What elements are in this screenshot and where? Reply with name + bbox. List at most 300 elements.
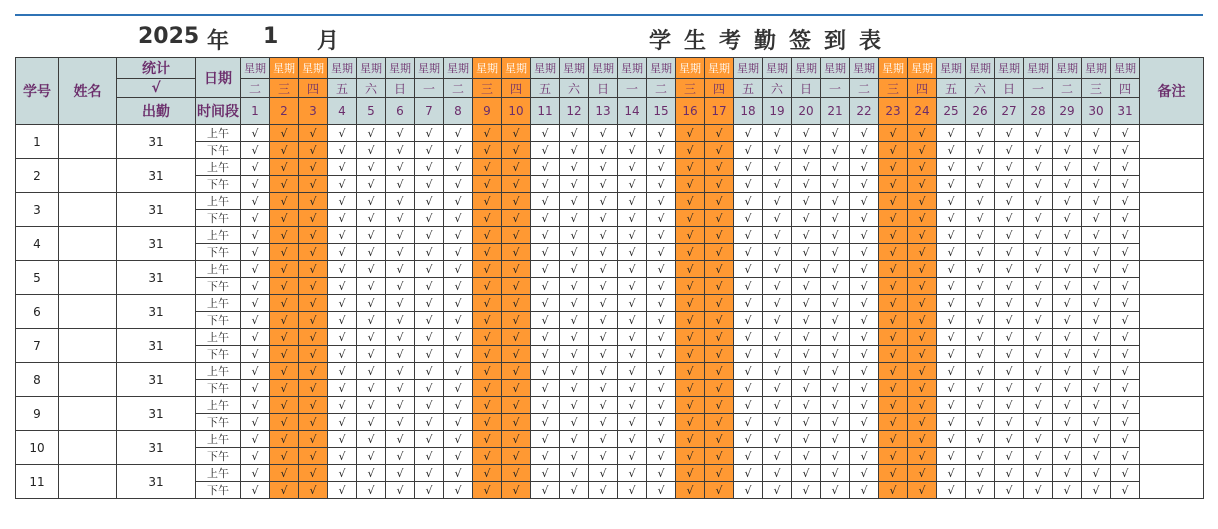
check-cell[interactable]: √ <box>502 193 531 210</box>
remark-cell[interactable] <box>1140 465 1204 499</box>
check-cell[interactable]: √ <box>444 142 473 159</box>
check-cell[interactable]: √ <box>676 210 705 227</box>
check-cell[interactable]: √ <box>1082 397 1111 414</box>
check-cell[interactable]: √ <box>415 244 444 261</box>
check-cell[interactable]: √ <box>473 346 502 363</box>
check-cell[interactable]: √ <box>299 278 328 295</box>
check-cell[interactable]: √ <box>647 312 676 329</box>
check-cell[interactable]: √ <box>908 448 937 465</box>
check-cell[interactable]: √ <box>1053 159 1082 176</box>
check-cell[interactable]: √ <box>589 278 618 295</box>
check-cell[interactable]: √ <box>763 414 792 431</box>
check-cell[interactable]: √ <box>995 329 1024 346</box>
check-cell[interactable]: √ <box>328 210 357 227</box>
check-cell[interactable]: √ <box>415 261 444 278</box>
check-cell[interactable]: √ <box>357 465 386 482</box>
check-cell[interactable]: √ <box>908 176 937 193</box>
check-cell[interactable]: √ <box>1082 448 1111 465</box>
check-cell[interactable]: √ <box>763 346 792 363</box>
check-cell[interactable]: √ <box>386 295 415 312</box>
check-cell[interactable]: √ <box>1111 312 1140 329</box>
check-cell[interactable]: √ <box>618 142 647 159</box>
check-cell[interactable]: √ <box>386 142 415 159</box>
check-cell[interactable]: √ <box>299 244 328 261</box>
check-cell[interactable]: √ <box>473 482 502 499</box>
check-cell[interactable]: √ <box>995 346 1024 363</box>
check-cell[interactable]: √ <box>908 482 937 499</box>
check-cell[interactable]: √ <box>444 448 473 465</box>
check-cell[interactable]: √ <box>618 380 647 397</box>
check-cell[interactable]: √ <box>879 176 908 193</box>
check-cell[interactable]: √ <box>937 448 966 465</box>
check-cell[interactable]: √ <box>705 414 734 431</box>
check-cell[interactable]: √ <box>618 329 647 346</box>
check-cell[interactable]: √ <box>821 346 850 363</box>
check-cell[interactable]: √ <box>705 448 734 465</box>
check-cell[interactable]: √ <box>444 363 473 380</box>
check-cell[interactable]: √ <box>241 295 270 312</box>
check-cell[interactable]: √ <box>850 414 879 431</box>
check-cell[interactable]: √ <box>415 142 444 159</box>
check-cell[interactable]: √ <box>531 397 560 414</box>
check-cell[interactable]: √ <box>328 414 357 431</box>
check-cell[interactable]: √ <box>415 465 444 482</box>
check-cell[interactable]: √ <box>734 295 763 312</box>
check-cell[interactable]: √ <box>647 482 676 499</box>
check-cell[interactable]: √ <box>618 346 647 363</box>
check-cell[interactable]: √ <box>1024 176 1053 193</box>
check-cell[interactable]: √ <box>734 414 763 431</box>
check-cell[interactable]: √ <box>560 346 589 363</box>
check-cell[interactable]: √ <box>908 295 937 312</box>
check-cell[interactable]: √ <box>618 193 647 210</box>
check-cell[interactable]: √ <box>1053 346 1082 363</box>
check-cell[interactable]: √ <box>821 363 850 380</box>
check-cell[interactable]: √ <box>966 465 995 482</box>
check-cell[interactable]: √ <box>1024 261 1053 278</box>
check-cell[interactable]: √ <box>1024 193 1053 210</box>
check-cell[interactable]: √ <box>850 261 879 278</box>
check-cell[interactable]: √ <box>647 159 676 176</box>
check-cell[interactable]: √ <box>792 176 821 193</box>
check-cell[interactable]: √ <box>879 227 908 244</box>
check-cell[interactable]: √ <box>763 227 792 244</box>
check-cell[interactable]: √ <box>444 244 473 261</box>
check-cell[interactable]: √ <box>1111 448 1140 465</box>
check-cell[interactable]: √ <box>357 278 386 295</box>
check-cell[interactable]: √ <box>473 278 502 295</box>
check-cell[interactable]: √ <box>966 448 995 465</box>
check-cell[interactable]: √ <box>705 312 734 329</box>
check-cell[interactable]: √ <box>1082 414 1111 431</box>
check-cell[interactable]: √ <box>879 261 908 278</box>
check-cell[interactable]: √ <box>705 125 734 142</box>
check-cell[interactable]: √ <box>908 193 937 210</box>
check-cell[interactable]: √ <box>1024 295 1053 312</box>
check-cell[interactable]: √ <box>531 159 560 176</box>
check-cell[interactable]: √ <box>850 193 879 210</box>
check-cell[interactable]: √ <box>1111 193 1140 210</box>
check-cell[interactable]: √ <box>879 125 908 142</box>
check-cell[interactable]: √ <box>937 431 966 448</box>
check-cell[interactable]: √ <box>966 142 995 159</box>
check-cell[interactable]: √ <box>792 312 821 329</box>
check-cell[interactable]: √ <box>270 244 299 261</box>
check-cell[interactable]: √ <box>270 448 299 465</box>
check-cell[interactable]: √ <box>444 380 473 397</box>
check-cell[interactable]: √ <box>618 397 647 414</box>
check-cell[interactable]: √ <box>618 159 647 176</box>
check-cell[interactable]: √ <box>1024 465 1053 482</box>
check-cell[interactable]: √ <box>937 295 966 312</box>
check-cell[interactable]: √ <box>357 312 386 329</box>
check-cell[interactable]: √ <box>966 346 995 363</box>
check-cell[interactable]: √ <box>1111 363 1140 380</box>
check-cell[interactable]: √ <box>328 397 357 414</box>
check-cell[interactable]: √ <box>937 210 966 227</box>
check-cell[interactable]: √ <box>1053 125 1082 142</box>
check-cell[interactable]: √ <box>879 210 908 227</box>
check-cell[interactable]: √ <box>502 363 531 380</box>
check-cell[interactable]: √ <box>676 363 705 380</box>
check-cell[interactable]: √ <box>415 482 444 499</box>
check-cell[interactable]: √ <box>415 125 444 142</box>
check-cell[interactable]: √ <box>995 193 1024 210</box>
check-cell[interactable]: √ <box>850 448 879 465</box>
check-cell[interactable]: √ <box>444 346 473 363</box>
check-cell[interactable]: √ <box>705 397 734 414</box>
check-cell[interactable]: √ <box>241 142 270 159</box>
check-cell[interactable]: √ <box>966 329 995 346</box>
check-cell[interactable]: √ <box>792 397 821 414</box>
check-cell[interactable]: √ <box>1024 397 1053 414</box>
check-cell[interactable]: √ <box>734 448 763 465</box>
check-cell[interactable]: √ <box>473 312 502 329</box>
check-cell[interactable]: √ <box>995 363 1024 380</box>
check-cell[interactable]: √ <box>531 125 560 142</box>
check-cell[interactable]: √ <box>676 193 705 210</box>
check-cell[interactable]: √ <box>328 176 357 193</box>
check-cell[interactable]: √ <box>966 380 995 397</box>
check-cell[interactable]: √ <box>328 346 357 363</box>
check-cell[interactable]: √ <box>850 431 879 448</box>
check-cell[interactable]: √ <box>1024 346 1053 363</box>
check-cell[interactable]: √ <box>966 159 995 176</box>
check-cell[interactable]: √ <box>299 210 328 227</box>
check-cell[interactable]: √ <box>1053 397 1082 414</box>
check-cell[interactable]: √ <box>299 380 328 397</box>
check-cell[interactable]: √ <box>850 363 879 380</box>
check-cell[interactable]: √ <box>444 125 473 142</box>
check-cell[interactable]: √ <box>937 159 966 176</box>
check-cell[interactable]: √ <box>357 414 386 431</box>
check-cell[interactable]: √ <box>995 380 1024 397</box>
check-cell[interactable]: √ <box>647 397 676 414</box>
check-cell[interactable]: √ <box>850 329 879 346</box>
check-cell[interactable]: √ <box>676 448 705 465</box>
check-cell[interactable]: √ <box>937 278 966 295</box>
check-cell[interactable]: √ <box>618 465 647 482</box>
check-cell[interactable]: √ <box>850 278 879 295</box>
check-cell[interactable]: √ <box>386 210 415 227</box>
check-cell[interactable]: √ <box>502 210 531 227</box>
check-cell[interactable]: √ <box>299 261 328 278</box>
check-cell[interactable]: √ <box>589 329 618 346</box>
check-cell[interactable]: √ <box>618 482 647 499</box>
check-cell[interactable]: √ <box>1024 448 1053 465</box>
check-cell[interactable]: √ <box>879 431 908 448</box>
check-cell[interactable]: √ <box>1082 295 1111 312</box>
check-cell[interactable]: √ <box>560 142 589 159</box>
check-cell[interactable]: √ <box>676 482 705 499</box>
check-cell[interactable]: √ <box>995 295 1024 312</box>
check-cell[interactable]: √ <box>589 159 618 176</box>
check-cell[interactable]: √ <box>908 210 937 227</box>
student-name-cell[interactable] <box>59 397 117 431</box>
check-cell[interactable]: √ <box>386 329 415 346</box>
check-cell[interactable]: √ <box>734 227 763 244</box>
check-cell[interactable]: √ <box>792 210 821 227</box>
check-cell[interactable]: √ <box>995 482 1024 499</box>
check-cell[interactable]: √ <box>299 193 328 210</box>
check-cell[interactable]: √ <box>850 295 879 312</box>
check-cell[interactable]: √ <box>589 244 618 261</box>
check-cell[interactable]: √ <box>473 193 502 210</box>
check-cell[interactable]: √ <box>966 482 995 499</box>
check-cell[interactable]: √ <box>560 465 589 482</box>
check-cell[interactable]: √ <box>647 142 676 159</box>
remark-cell[interactable] <box>1140 227 1204 261</box>
check-cell[interactable]: √ <box>966 125 995 142</box>
check-cell[interactable]: √ <box>734 431 763 448</box>
check-cell[interactable]: √ <box>1024 363 1053 380</box>
check-cell[interactable]: √ <box>299 448 328 465</box>
check-cell[interactable]: √ <box>357 142 386 159</box>
check-cell[interactable]: √ <box>908 278 937 295</box>
check-cell[interactable]: √ <box>328 448 357 465</box>
check-cell[interactable]: √ <box>937 261 966 278</box>
check-cell[interactable]: √ <box>531 210 560 227</box>
check-cell[interactable]: √ <box>821 448 850 465</box>
check-cell[interactable]: √ <box>763 312 792 329</box>
check-cell[interactable]: √ <box>357 346 386 363</box>
check-cell[interactable]: √ <box>1082 176 1111 193</box>
check-cell[interactable]: √ <box>328 193 357 210</box>
remark-cell[interactable] <box>1140 125 1204 159</box>
check-cell[interactable]: √ <box>415 414 444 431</box>
check-cell[interactable]: √ <box>908 227 937 244</box>
check-cell[interactable]: √ <box>734 210 763 227</box>
check-cell[interactable]: √ <box>995 125 1024 142</box>
check-cell[interactable]: √ <box>850 482 879 499</box>
check-cell[interactable]: √ <box>473 465 502 482</box>
check-cell[interactable]: √ <box>821 159 850 176</box>
check-cell[interactable]: √ <box>618 278 647 295</box>
check-cell[interactable]: √ <box>879 346 908 363</box>
check-cell[interactable]: √ <box>937 329 966 346</box>
check-cell[interactable]: √ <box>734 346 763 363</box>
check-cell[interactable]: √ <box>763 176 792 193</box>
check-cell[interactable]: √ <box>879 448 908 465</box>
check-cell[interactable]: √ <box>386 465 415 482</box>
check-cell[interactable]: √ <box>1111 278 1140 295</box>
remark-cell[interactable] <box>1140 397 1204 431</box>
check-cell[interactable]: √ <box>618 210 647 227</box>
check-cell[interactable]: √ <box>1024 329 1053 346</box>
check-cell[interactable]: √ <box>386 414 415 431</box>
check-cell[interactable]: √ <box>792 159 821 176</box>
check-cell[interactable]: √ <box>676 414 705 431</box>
student-name-cell[interactable] <box>59 363 117 397</box>
check-cell[interactable]: √ <box>241 414 270 431</box>
check-cell[interactable]: √ <box>531 363 560 380</box>
check-cell[interactable]: √ <box>444 193 473 210</box>
check-cell[interactable]: √ <box>1111 431 1140 448</box>
check-cell[interactable]: √ <box>415 176 444 193</box>
check-cell[interactable]: √ <box>995 312 1024 329</box>
check-cell[interactable]: √ <box>618 431 647 448</box>
check-cell[interactable]: √ <box>966 261 995 278</box>
check-cell[interactable]: √ <box>908 261 937 278</box>
check-cell[interactable]: √ <box>821 329 850 346</box>
check-cell[interactable]: √ <box>444 227 473 244</box>
check-cell[interactable]: √ <box>792 414 821 431</box>
check-cell[interactable]: √ <box>792 193 821 210</box>
remark-cell[interactable] <box>1140 431 1204 465</box>
check-cell[interactable]: √ <box>821 465 850 482</box>
check-cell[interactable]: √ <box>850 397 879 414</box>
check-cell[interactable]: √ <box>386 380 415 397</box>
check-cell[interactable]: √ <box>676 176 705 193</box>
check-cell[interactable]: √ <box>415 295 444 312</box>
check-cell[interactable]: √ <box>1082 159 1111 176</box>
check-cell[interactable]: √ <box>1024 414 1053 431</box>
check-cell[interactable]: √ <box>821 397 850 414</box>
check-cell[interactable]: √ <box>589 125 618 142</box>
check-cell[interactable]: √ <box>705 329 734 346</box>
check-cell[interactable]: √ <box>821 295 850 312</box>
check-cell[interactable]: √ <box>850 159 879 176</box>
check-cell[interactable]: √ <box>328 431 357 448</box>
check-cell[interactable]: √ <box>966 363 995 380</box>
check-cell[interactable]: √ <box>502 482 531 499</box>
check-cell[interactable]: √ <box>618 261 647 278</box>
check-cell[interactable]: √ <box>299 142 328 159</box>
check-cell[interactable]: √ <box>299 227 328 244</box>
check-cell[interactable]: √ <box>386 397 415 414</box>
check-cell[interactable]: √ <box>618 227 647 244</box>
check-cell[interactable]: √ <box>241 227 270 244</box>
check-cell[interactable]: √ <box>676 312 705 329</box>
check-cell[interactable]: √ <box>1111 142 1140 159</box>
check-cell[interactable]: √ <box>560 125 589 142</box>
check-cell[interactable]: √ <box>937 176 966 193</box>
check-cell[interactable]: √ <box>734 125 763 142</box>
check-cell[interactable]: √ <box>763 142 792 159</box>
check-cell[interactable]: √ <box>1053 227 1082 244</box>
check-cell[interactable]: √ <box>1053 142 1082 159</box>
check-cell[interactable]: √ <box>241 363 270 380</box>
check-cell[interactable]: √ <box>676 244 705 261</box>
check-cell[interactable]: √ <box>473 397 502 414</box>
check-cell[interactable]: √ <box>821 142 850 159</box>
check-cell[interactable]: √ <box>995 431 1024 448</box>
check-cell[interactable]: √ <box>502 312 531 329</box>
check-cell[interactable]: √ <box>531 227 560 244</box>
check-cell[interactable]: √ <box>560 414 589 431</box>
check-cell[interactable]: √ <box>850 244 879 261</box>
check-cell[interactable]: √ <box>792 465 821 482</box>
check-cell[interactable]: √ <box>415 431 444 448</box>
check-cell[interactable]: √ <box>879 295 908 312</box>
check-cell[interactable]: √ <box>270 465 299 482</box>
check-cell[interactable]: √ <box>618 295 647 312</box>
check-cell[interactable]: √ <box>502 261 531 278</box>
check-cell[interactable]: √ <box>270 312 299 329</box>
check-cell[interactable]: √ <box>270 176 299 193</box>
check-cell[interactable]: √ <box>1082 278 1111 295</box>
check-cell[interactable]: √ <box>995 465 1024 482</box>
check-cell[interactable]: √ <box>618 125 647 142</box>
student-name-cell[interactable] <box>59 329 117 363</box>
check-cell[interactable]: √ <box>415 397 444 414</box>
check-cell[interactable]: √ <box>531 261 560 278</box>
student-name-cell[interactable] <box>59 261 117 295</box>
check-cell[interactable]: √ <box>502 295 531 312</box>
check-cell[interactable]: √ <box>821 278 850 295</box>
check-cell[interactable]: √ <box>415 329 444 346</box>
check-cell[interactable]: √ <box>821 227 850 244</box>
check-cell[interactable]: √ <box>966 295 995 312</box>
check-cell[interactable]: √ <box>763 210 792 227</box>
check-cell[interactable]: √ <box>299 465 328 482</box>
check-cell[interactable]: √ <box>966 244 995 261</box>
check-cell[interactable]: √ <box>1024 431 1053 448</box>
check-cell[interactable]: √ <box>734 193 763 210</box>
check-cell[interactable]: √ <box>705 142 734 159</box>
check-cell[interactable]: √ <box>647 193 676 210</box>
check-cell[interactable]: √ <box>734 363 763 380</box>
check-cell[interactable]: √ <box>270 482 299 499</box>
check-cell[interactable]: √ <box>473 142 502 159</box>
check-cell[interactable]: √ <box>734 465 763 482</box>
check-cell[interactable]: √ <box>937 482 966 499</box>
check-cell[interactable]: √ <box>473 176 502 193</box>
check-cell[interactable]: √ <box>560 482 589 499</box>
check-cell[interactable]: √ <box>589 363 618 380</box>
check-cell[interactable]: √ <box>299 431 328 448</box>
student-name-cell[interactable] <box>59 431 117 465</box>
check-cell[interactable]: √ <box>589 227 618 244</box>
check-cell[interactable]: √ <box>531 176 560 193</box>
check-cell[interactable]: √ <box>386 159 415 176</box>
check-cell[interactable]: √ <box>502 142 531 159</box>
check-cell[interactable]: √ <box>270 346 299 363</box>
check-cell[interactable]: √ <box>908 159 937 176</box>
check-cell[interactable]: √ <box>444 295 473 312</box>
check-cell[interactable]: √ <box>589 397 618 414</box>
remark-cell[interactable] <box>1140 329 1204 363</box>
check-cell[interactable]: √ <box>763 261 792 278</box>
check-cell[interactable]: √ <box>1053 295 1082 312</box>
check-cell[interactable]: √ <box>241 159 270 176</box>
check-cell[interactable]: √ <box>473 295 502 312</box>
check-cell[interactable]: √ <box>734 278 763 295</box>
check-cell[interactable]: √ <box>821 261 850 278</box>
check-cell[interactable]: √ <box>299 125 328 142</box>
check-cell[interactable]: √ <box>328 329 357 346</box>
check-cell[interactable]: √ <box>473 244 502 261</box>
